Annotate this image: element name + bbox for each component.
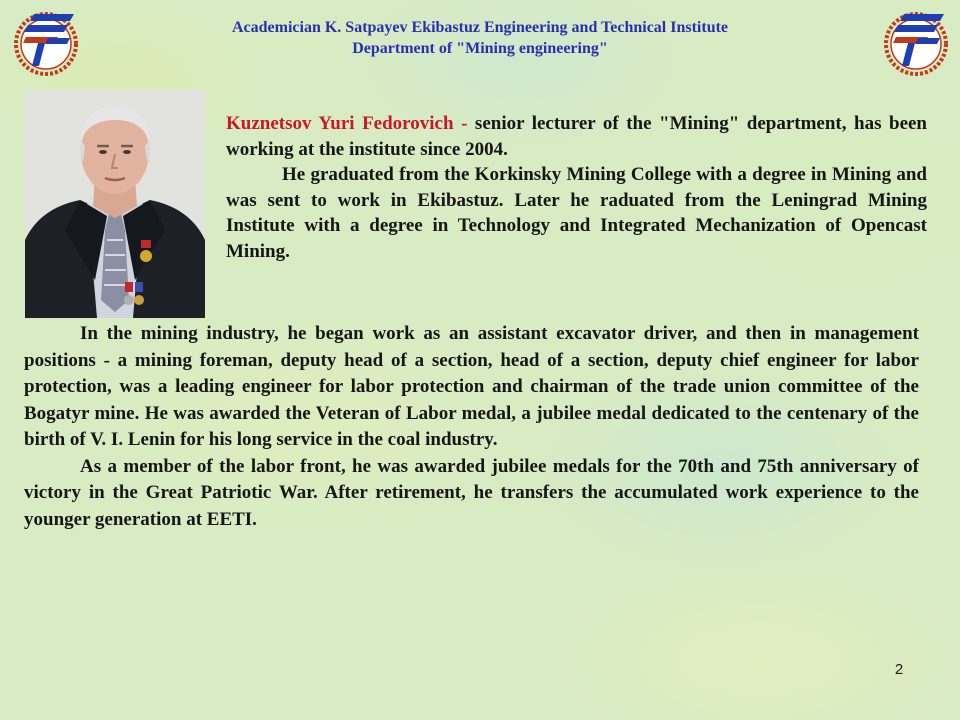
awards-paragraph: As a member of the labor front, he was awarded jubilee medals for the 70th and 75th anniversary of victory in the Great Patriotic War. After retirement, he transfers the accumulated work experience to the younger generation at EETI.	[24, 455, 919, 530]
institute-logo-icon	[882, 8, 950, 76]
institute-name: Academician K. Satpayev Ekibastuz Engineering and Technical Institute	[231, 19, 729, 36]
portrait-photo	[25, 90, 205, 318]
intro-paragraph	[226, 111, 927, 162]
education-paragraph: He graduated from the Korkinsky Mining College with a degree in Mining and was sent to work in Ekibastuz. Later he raduated from the Leningrad Mining Institute with a degree in Technology and Integrated Mechanization of Opencast Mining.	[226, 164, 927, 262]
lecturer-name: Kuznetsov Yuri Fedorovich -	[226, 113, 468, 134]
department-name: Department of "Mining engineering"	[352, 40, 608, 57]
intro-text	[226, 111, 927, 264]
portrait-photo-icon	[25, 90, 205, 318]
slide-header	[120, 17, 840, 59]
lecturer-role: senior lecturer of the "Mining" department, has been working at the institute since 2004.	[226, 113, 928, 160]
institute-logo-left	[12, 8, 80, 76]
institute-logo-icon	[12, 8, 80, 76]
page-number: 2	[894, 661, 904, 678]
body-text	[24, 321, 919, 533]
institute-logo-right	[882, 8, 950, 76]
career-paragraph: In the mining industry, he began work as an assistant excavator driver, and then in management positions - a mining foreman, deputy head of a section, head of a section, deputy chief engineer for labor protection, was a leading engineer for labor protection and chairman of the trade union committee of the Bogatyr mine. He was awarded the Veteran of Labor medal, a jubilee medal dedicated to the centenary of the birth of V. I. Lenin for his long service in the coal industry.	[24, 323, 919, 450]
